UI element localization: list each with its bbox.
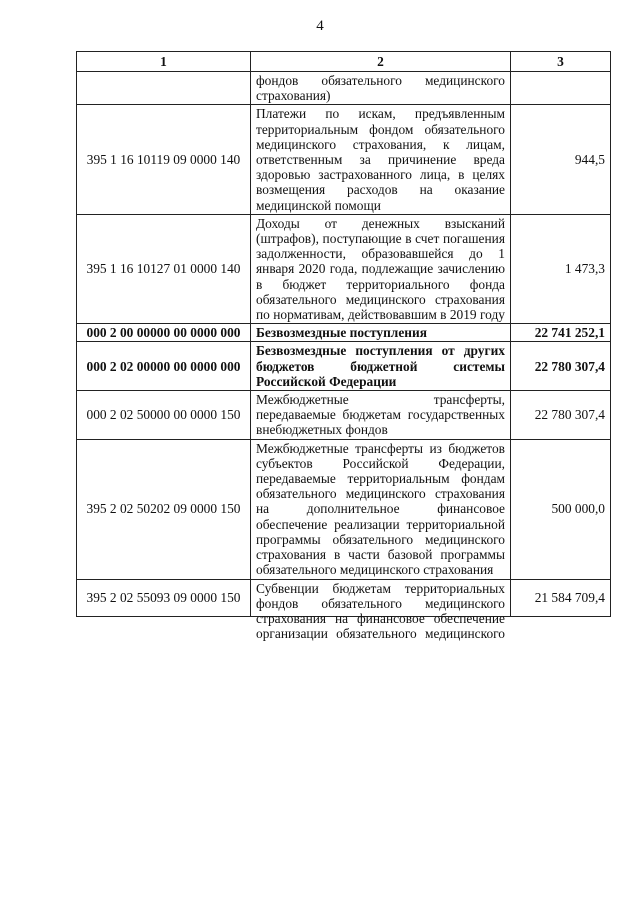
budget-revenue-table — [76, 51, 611, 642]
row-code: 395 1 16 10127 01 0000 140 — [77, 214, 251, 323]
page-number: 4 — [316, 18, 324, 34]
table-row — [77, 324, 611, 342]
row-code: 000 2 02 50000 00 0000 150 — [77, 391, 251, 440]
row-description: Безвозмездные поступления от других бюджетов бюджетной системы Российской Федерации — [251, 342, 511, 391]
row-description: фондов обязательного медицинского страхования) — [251, 72, 511, 105]
row-description: Межбюджетные трансферты из бюджетов субъектов Российской Федерации, передаваемые территориальным фондам обязательного медицинского страхования на дополнительное финансовое обеспечение реализации территориальной программы обязательного медицинского страхования в части базовой программы обязательного медицинского страхования — [251, 439, 511, 579]
row-description: Безвозмездные поступления — [251, 324, 511, 342]
row-amount — [511, 72, 611, 105]
row-code: 395 2 02 50202 09 0000 150 — [77, 439, 251, 579]
row-amount: 22 780 307,4 — [511, 391, 611, 440]
table-row — [77, 105, 611, 214]
table-row — [77, 214, 611, 323]
row-amount: 500 000,0 — [511, 439, 611, 579]
row-amount: 22 741 252,1 — [511, 324, 611, 342]
row-amount: 944,5 — [511, 105, 611, 214]
row-amount: 22 780 307,4 — [511, 342, 611, 391]
table-row — [77, 391, 611, 440]
row-description: Доходы от денежных взысканий (штрафов), поступающие в счет погашения задолженности, образовавшейся до 1 января 2020 года, подлежащие зачислению в бюджет территориального фонда обязательного медицинского страхования по нормативам, действовавшим в 2019 году — [251, 214, 511, 323]
column-header-2: 2 — [251, 52, 511, 72]
table-row — [77, 439, 611, 579]
table-header-row — [77, 52, 611, 72]
column-header-3: 3 — [511, 52, 611, 72]
row-code: 395 1 16 10119 09 0000 140 — [77, 105, 251, 214]
row-amount: 1 473,3 — [511, 214, 611, 323]
row-code: 000 2 02 00000 00 0000 000 — [77, 342, 251, 391]
row-description — [251, 579, 511, 642]
table-row — [77, 72, 611, 105]
table-row — [77, 342, 611, 391]
row-description-text: Субвенции бюджетам территориальных фондов обязательного медицинского страхования на финансовое обеспечение организации обязательного медицинского — [256, 580, 505, 642]
row-description: Платежи по искам, предъявленным территориальным фондом обязательного медицинского страхования, к лицам, ответственным за причинение вреда здоровью застрахованного лица, в целях возмещения расходов на оказание медицинской помощи — [251, 105, 511, 214]
row-amount: 21 584 709,4 — [511, 579, 611, 616]
column-header-1: 1 — [77, 52, 251, 72]
table-row — [77, 579, 611, 616]
row-code — [77, 72, 251, 105]
row-code: 000 2 00 00000 00 0000 000 — [77, 324, 251, 342]
row-description: Межбюджетные трансферты, передаваемые бюджетам государственных внебюджетных фондов — [251, 391, 511, 440]
row-code: 395 2 02 55093 09 0000 150 — [77, 579, 251, 616]
